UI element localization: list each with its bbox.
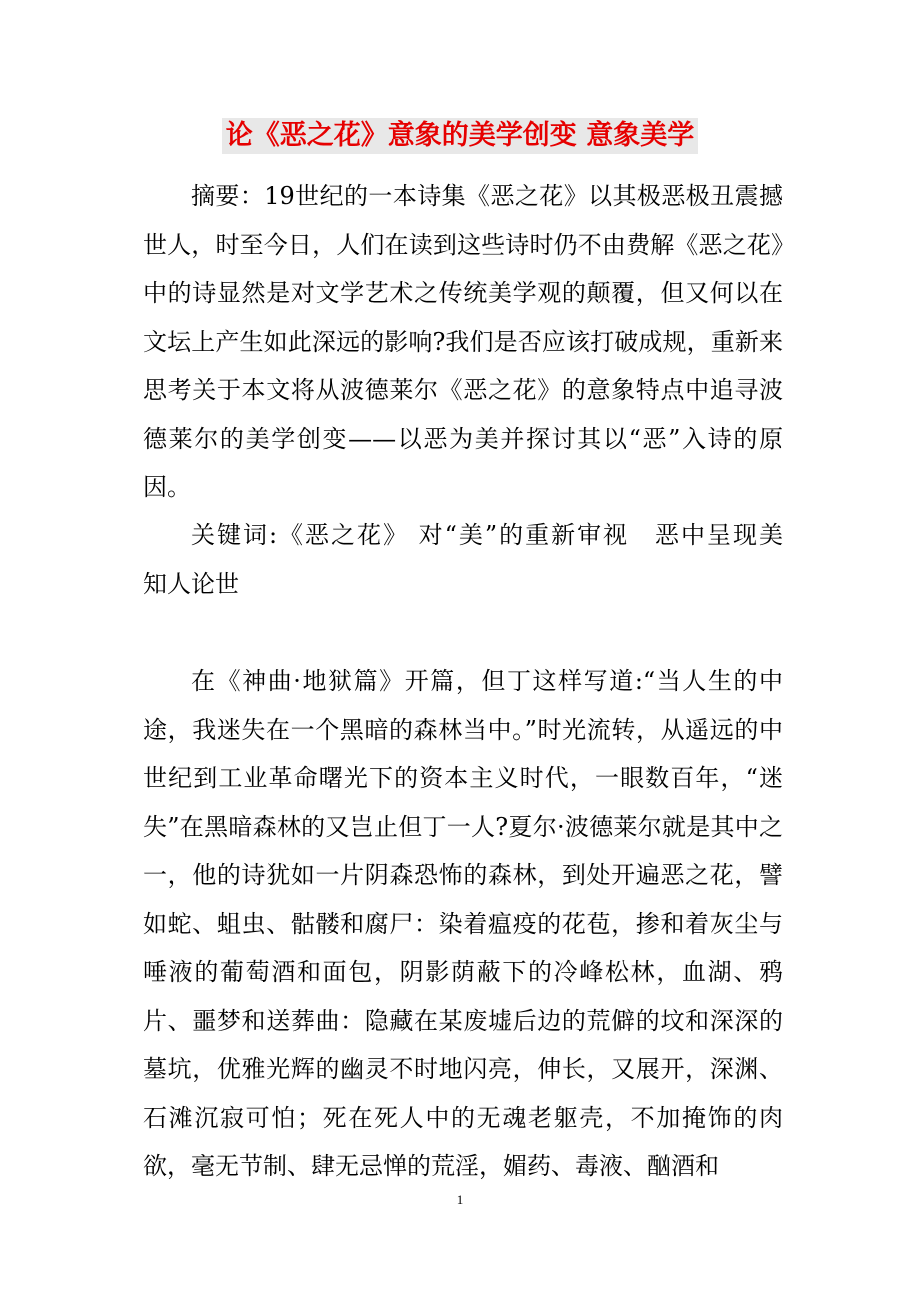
abstract-section [143,172,783,512]
keywords-paragraph: 关键词:《恶之花》 对“美”的重新审视 恶中呈现美 知人论世 [143,521,807,598]
body-paragraph: 在《神曲·地狱篇》开篇，但丁这样写道:“当人生的中途，我迷失在一个黑暗的森林当中。”时光流转，从遥远的中世纪到工业革命曙光下的资本主义时代，一眼数百年，“迷失”在黑暗森林的又岂止但丁一人?夏尔·波德莱尔就是其中之一，他的诗犹如一片阴森恐怖的森林，到处开遍恶之花，譬如蛇、蛆虫、骷髅和腐尸：染着瘟疫的花苞，掺和着灰尘与唾液的葡萄酒和面包，阴影荫蔽下的冷峰松林，血湖、鸦片、噩梦和送葬曲：隐藏在某废墟后边的荒僻的坟和深深的墓坑，优雅光辉的幽灵不时地闪亮，伸长，又展开，深渊、石滩沉寂可怕；死在死人中的无魂老躯壳，不加掩饰的肉欲，毫无节制、肆无忌惮的荒淫，媚药、毒液、酗酒和 [143,667,783,1180]
page-number: 1 [456,1192,464,1207]
body-section [143,657,783,1191]
abstract-paragraph: 摘要：19世纪的一本诗集《恶之花》以其极恶极丑震撼世人，时至今日，人们在读到这些诗时仍不由费解《恶之花》中的诗显然是对文学艺术之传统美学观的颠覆，但又何以在文坛上产生如此深远的影响?我们是否应该打破成规，重新来思考关于本文将从波德莱尔《恶之花》的意象特点中追寻波德莱尔的美学创变——以恶为美并探讨其以“恶”入诗的原因。 [143,182,783,501]
title-container [0,118,920,154]
keywords-section [143,511,807,608]
document-title: 论《恶之花》意象的美学创变 意象美学 [222,118,698,154]
